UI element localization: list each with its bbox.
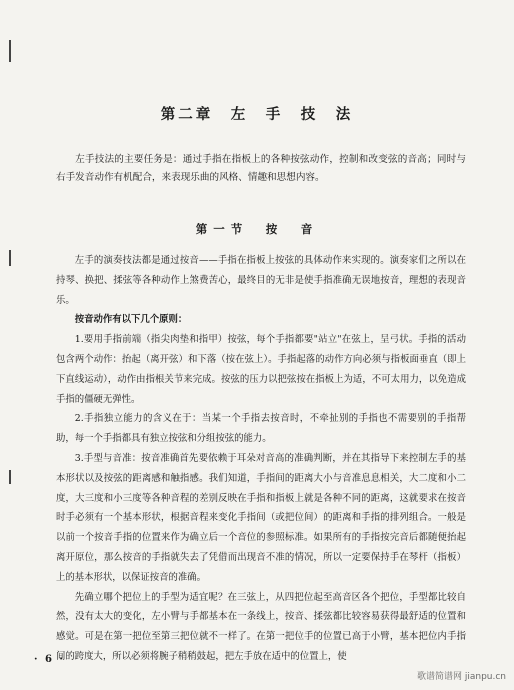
body-text (56, 251, 466, 667)
paragraph-principle-3: 3.手型与音准：按音准确首先要依赖于耳朵对音高的准确判断，并在其指导下来控制左手的基本形状以及按弦的距离感和触指感。我们知道，手指间的距离大小与音准息息相关，大二度和小二度，大三度和小三度等各种音程的差别反映在手指和指板上就是各种不同的距离，这就要求在按音时手必须有一个基本形状，根据音程来变化手指间（或把位间）的距离和手指的排列组合。一般是以前一个按音手指的位置来作为确立后一个音位的参照标准。如果所有的手指按完音后都随便抬起离开原位，那么按音的手指就失去了凭借而出现音不准的情况，所以一定要保持手在琴杆（指板）上的基本形状，以保证按音的准确。 (56, 452, 466, 583)
intro-paragraph: 左手技法的主要任务是：通过手指在指板上的各种按弦动作，控制和改变弦的音高；同时与右手发音动作有机配合，来表现乐曲的风格、情趣和思想内容。 (56, 154, 466, 183)
paragraph-intro: 左手的演奏技法都是通过按音——手指在指板上按弦的具体动作来实现的。演奏家们之所以在持琴、换把、揉弦等各种动作上煞费苦心，最终目的无非是使手指准确无误地按音，理想的表现音乐。 (56, 255, 466, 306)
paragraph-hand-position: 先确立哪个把位上的手型为适宜呢？在三弦上，从四把位起至高音区各个把位，手型都比较自然，没有太大的变化，左小臂与手都基本在一条线上，按音、揉弦都比较容易获得最舒适的位置和感觉。可是在第一把位至第三把位就不一样了。在第一把位手的位置已高于小臂，基本把位内手指间的跨度大，所以必须将腕子稍稍鼓起，把左手放在适中的位置上，使 (56, 591, 466, 662)
paragraph-principles-heading: 按音动作有以下几个原则： (74, 314, 188, 326)
paragraph-principle-2: 2.手指独立能力的含义在于：当某一个手指去按音时，不牵扯别的手指也不需要别的手指帮助，每一个手指都具有独立按弦和分组按弦的能力。 (56, 413, 466, 445)
paragraph-principle-1: 1.要用手指前端（指尖肉垫和指甲）按弦，每个手指都要"站立"在弦上，呈弓状。手指的活动包含两个动作：抬起（离开弦）和下落（按在弦上）。手指起落的动作方向必须与指板面垂直（即上下直线运动），动作由指根关节来完成。按弦的压力以把弦按在指板上为适，不可太用力，以免造成手指的僵硬无弹性。 (56, 334, 466, 405)
page-number: · 6 · (34, 654, 65, 665)
margin-mark (9, 470, 11, 484)
margin-mark (9, 250, 11, 266)
chapter-title: 第二章 左 手 技 法 (160, 106, 354, 123)
watermark: 歌谱简谱网 jianpu.cn (416, 672, 506, 682)
margin-mark (9, 40, 11, 62)
section-title: 第一节 按 音 (195, 222, 319, 236)
